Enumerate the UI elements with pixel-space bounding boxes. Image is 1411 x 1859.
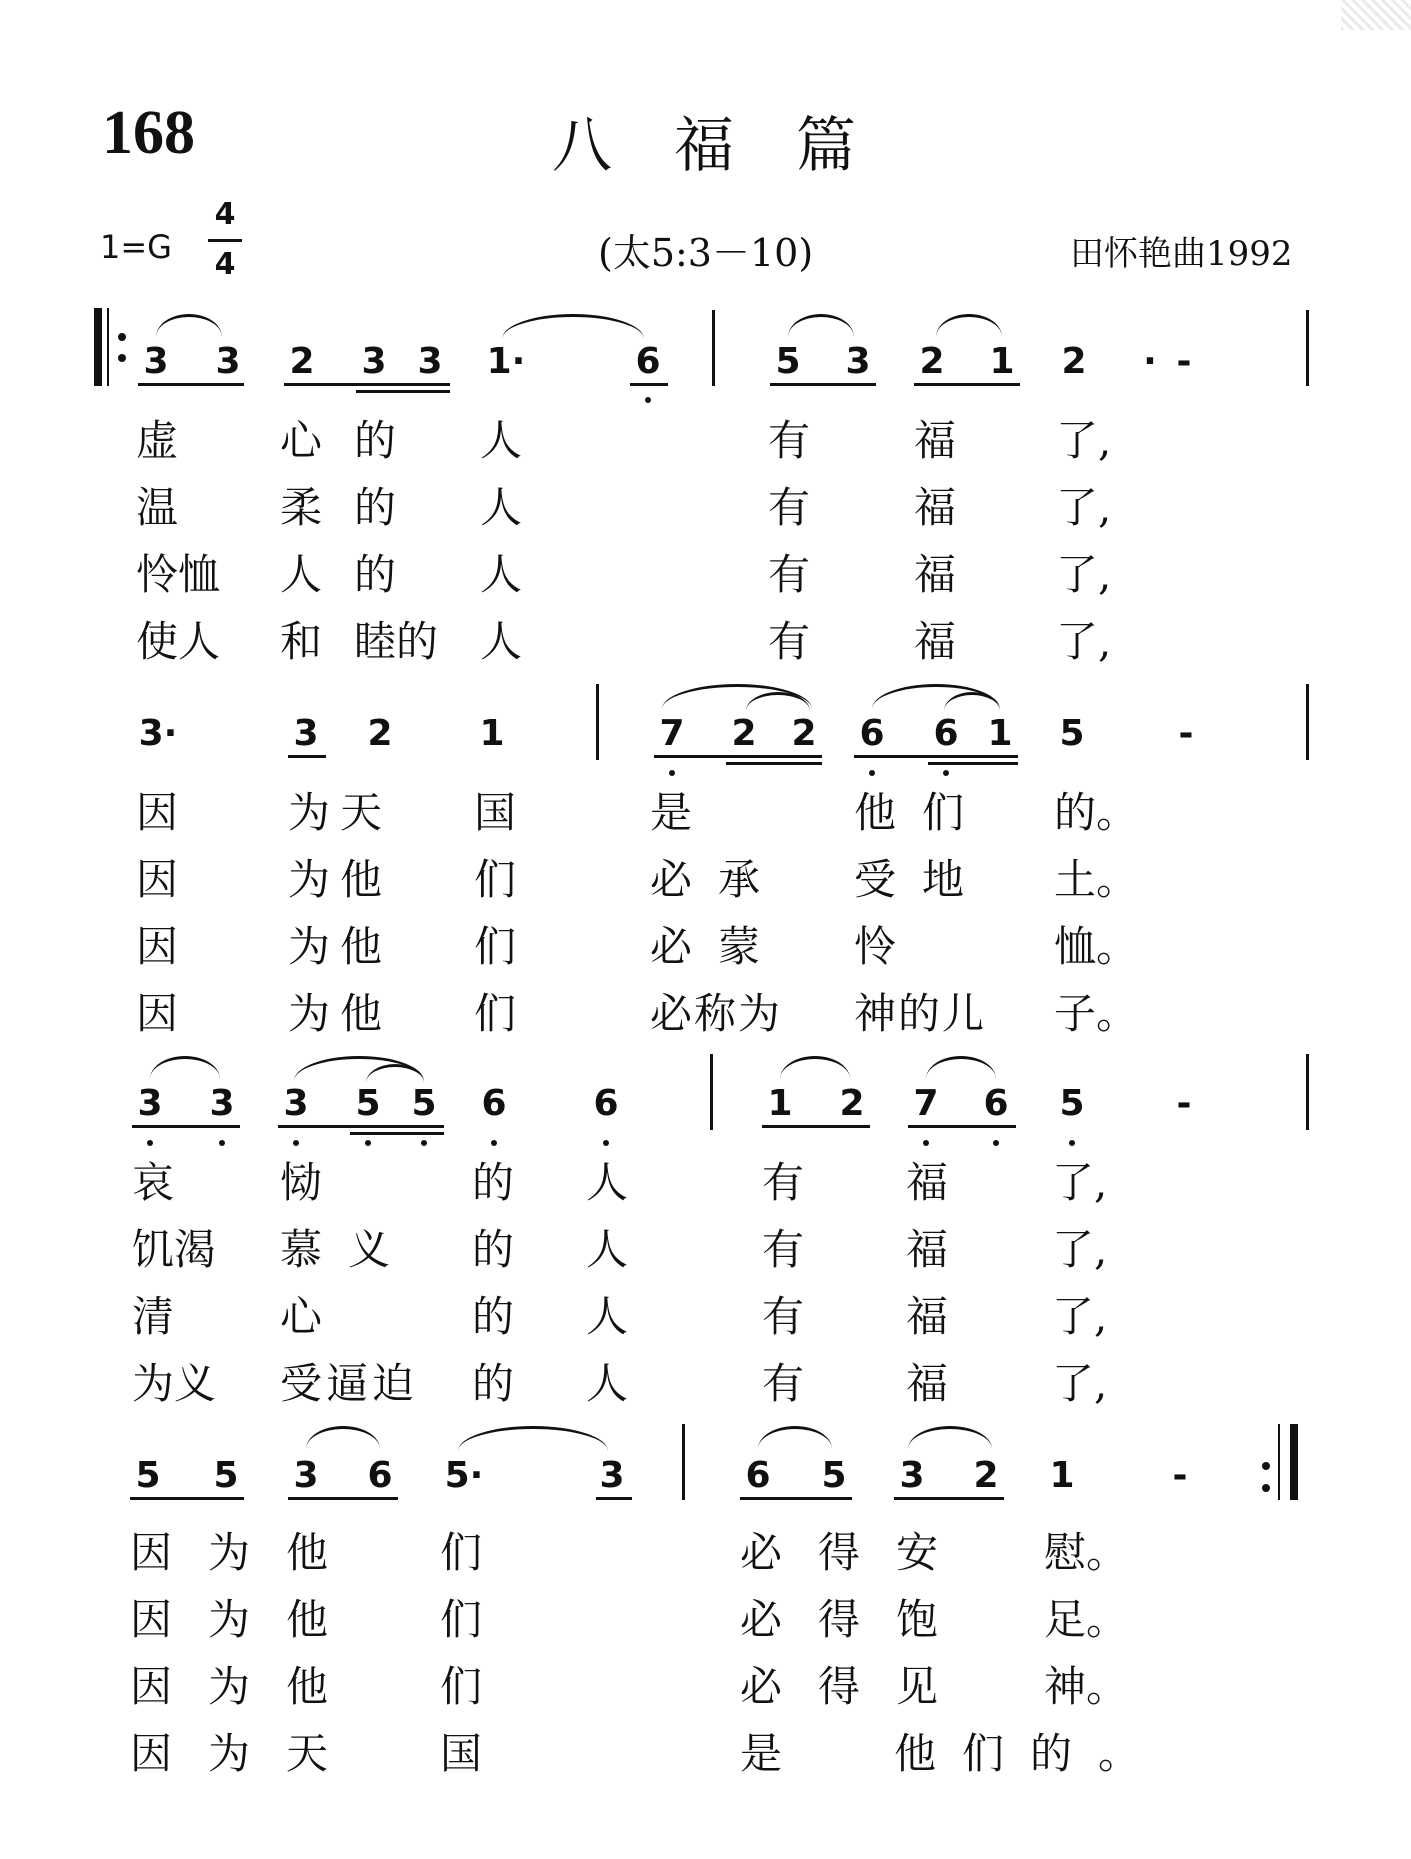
beam — [288, 1497, 398, 1500]
low-octave-dot — [943, 770, 949, 776]
note: 6 — [367, 1455, 393, 1496]
lyric: 为他 — [288, 922, 393, 971]
note: 6 — [745, 1455, 771, 1496]
slur — [150, 1056, 220, 1079]
beam — [762, 1125, 870, 1128]
lyric: 人 — [480, 416, 523, 465]
lyric: 有 — [768, 617, 811, 666]
note: 3· — [138, 713, 178, 754]
lyric: 必得饱 — [740, 1595, 975, 1644]
beam — [284, 383, 450, 386]
lyric: 恸 — [280, 1158, 323, 1207]
lyric: 必蒙 — [650, 922, 787, 971]
lyric: 了, — [1056, 416, 1112, 465]
lyric: 必称为 — [650, 989, 783, 1038]
lyric: 福 — [914, 483, 957, 532]
beam — [138, 383, 244, 386]
lyric: 了, — [1052, 1225, 1108, 1274]
slur — [788, 314, 854, 337]
lyric: 的 — [472, 1158, 515, 1207]
lyric: 为天 — [288, 788, 393, 837]
lyric: 的 — [354, 483, 397, 532]
lyric: 怜 — [854, 922, 897, 971]
note: 2 — [731, 713, 757, 754]
lyric: 的 — [354, 416, 397, 465]
beam — [596, 1497, 632, 1500]
lyric: 有 — [762, 1359, 805, 1408]
note: 3 — [293, 1455, 319, 1496]
note: 2 — [919, 341, 945, 382]
lyric: 人 — [586, 1292, 629, 1341]
lyric: 福 — [906, 1292, 949, 1341]
beam — [914, 383, 1020, 386]
lyric: 的 — [472, 1292, 515, 1341]
note: 5 — [821, 1455, 847, 1496]
note: 5 — [355, 1083, 381, 1124]
lyric: 人 — [480, 550, 523, 599]
beam — [654, 755, 822, 758]
repeat-end-thick — [1290, 1424, 1298, 1500]
slur — [502, 314, 644, 339]
barline — [682, 1424, 685, 1500]
lyric: 有 — [768, 483, 811, 532]
lyric: 必得见 — [740, 1662, 975, 1711]
note: 3 — [283, 1083, 309, 1124]
low-octave-dot — [421, 1140, 427, 1146]
lyric: 人 — [480, 483, 523, 532]
note: 2 — [1061, 341, 1087, 382]
lyric: 必得安 — [740, 1528, 975, 1577]
lyric: 人 — [586, 1359, 629, 1408]
lyric: 了, — [1052, 1359, 1108, 1408]
repeat-end-thin — [1278, 1424, 1280, 1500]
beam — [928, 762, 1018, 765]
note: 7 — [913, 1083, 939, 1124]
note: 5· — [444, 1455, 484, 1496]
low-octave-dot — [869, 770, 875, 776]
lyric: 们 — [474, 855, 517, 904]
note: 2 — [973, 1455, 999, 1496]
barline — [596, 684, 599, 760]
note: 6 — [933, 713, 959, 754]
note: 3 — [899, 1455, 925, 1496]
beam — [350, 1132, 444, 1135]
low-octave-dot — [365, 1140, 371, 1146]
note: 6 — [593, 1083, 619, 1124]
note: 5 — [1059, 713, 1085, 754]
time-signature-top: 4 — [214, 197, 236, 232]
beam — [854, 755, 1018, 758]
repeat-dot — [118, 354, 126, 362]
note: 3 — [417, 341, 443, 382]
note: 3 — [143, 341, 169, 382]
low-octave-dot — [293, 1140, 299, 1146]
key-signature: 1=G — [100, 228, 172, 266]
note: 3 — [209, 1083, 235, 1124]
lyric: 有 — [762, 1225, 805, 1274]
lyric: 福 — [906, 1225, 949, 1274]
repeat-dot — [1262, 1484, 1270, 1492]
lyric: 睦的 — [354, 617, 439, 666]
beam — [278, 1125, 444, 1128]
note: 5 — [1059, 1083, 1085, 1124]
lyric: 因为他 — [130, 1528, 365, 1577]
low-octave-dot — [1069, 1140, 1075, 1146]
lyric: 恤。 — [1054, 922, 1139, 971]
lyric: 心 — [280, 1292, 323, 1341]
note: 3 — [215, 341, 241, 382]
low-octave-dot — [669, 770, 675, 776]
lyric: 人 — [586, 1225, 629, 1274]
lyric: 因 — [136, 989, 179, 1038]
hymn-title: 八福篇 — [552, 111, 918, 181]
lyric: 人 — [280, 550, 323, 599]
lyric: 子。 — [1054, 989, 1139, 1038]
low-octave-dot — [645, 397, 651, 403]
note: 5 — [775, 341, 801, 382]
slur — [908, 1426, 992, 1449]
note: 6 — [635, 341, 661, 382]
slur — [458, 1426, 608, 1451]
time-signature-bottom: 4 — [214, 247, 236, 282]
barline — [712, 310, 715, 386]
lyric: 了, — [1052, 1158, 1108, 1207]
lyric: 虚 — [136, 416, 179, 465]
lyric: 柔 — [280, 483, 323, 532]
note: 5 — [411, 1083, 437, 1124]
lyric: 们 — [474, 922, 517, 971]
lyric: 饥渴 — [132, 1225, 217, 1274]
lyric: 为义 — [132, 1359, 217, 1408]
lyric: 人 — [586, 1158, 629, 1207]
dash: - — [1172, 1455, 1188, 1496]
beam — [630, 383, 668, 386]
time-signature-bar — [208, 239, 242, 242]
note: 1· — [486, 341, 526, 382]
low-octave-dot — [219, 1140, 225, 1146]
lyric: 了, — [1052, 1292, 1108, 1341]
barline — [1306, 684, 1309, 760]
lyric: 们 — [474, 989, 517, 1038]
note: 7 — [659, 713, 685, 754]
lyric: 清 — [132, 1292, 175, 1341]
dash: - — [1178, 713, 1194, 754]
note: 6 — [859, 713, 885, 754]
lyric: 有 — [762, 1292, 805, 1341]
beam — [894, 1497, 1004, 1500]
note: 5 — [213, 1455, 239, 1496]
composer: 田怀艳曲1992 — [1070, 234, 1293, 274]
lyric: 为他 — [288, 855, 393, 904]
beam — [726, 762, 822, 765]
note: 3 — [845, 341, 871, 382]
note: 3 — [293, 713, 319, 754]
lyric: 怜恤 — [136, 550, 221, 599]
beam — [130, 1497, 244, 1500]
lyric: 们 — [440, 1528, 483, 1577]
lyric: 心 — [280, 416, 323, 465]
slur — [926, 1056, 996, 1079]
lyric: 了, — [1056, 550, 1112, 599]
lyric: 因 — [136, 855, 179, 904]
beam — [356, 390, 450, 393]
hymn-number: 168 — [102, 99, 195, 167]
note: 1 — [989, 341, 1015, 382]
beam — [770, 383, 876, 386]
low-octave-dot — [147, 1140, 153, 1146]
note: 2 — [289, 341, 315, 382]
dash: - — [1176, 341, 1192, 382]
lyric: 是 — [650, 788, 693, 837]
lyric: 他们 — [854, 788, 991, 837]
repeat-dot — [118, 333, 126, 341]
lyric: 有 — [768, 550, 811, 599]
lyric: 是 — [740, 1729, 783, 1778]
low-octave-dot — [923, 1140, 929, 1146]
note: 2 — [367, 713, 393, 754]
note: 5 — [135, 1455, 161, 1496]
lyric: 慕义 — [280, 1225, 417, 1274]
lyric: 因为他 — [130, 1595, 365, 1644]
scan-artifact — [1341, 0, 1411, 30]
time-signature — [208, 197, 242, 282]
slur — [780, 1056, 850, 1079]
lyric: 福 — [906, 1158, 949, 1207]
note: 1 — [987, 713, 1013, 754]
repeat-dot — [1262, 1462, 1270, 1470]
lyric: 因为他 — [130, 1662, 365, 1711]
slur — [936, 314, 1002, 337]
low-octave-dot — [603, 1140, 609, 1146]
lyric: 人 — [480, 617, 523, 666]
lyric: 的 — [354, 550, 397, 599]
low-octave-dot — [491, 1140, 497, 1146]
lyric: 国 — [474, 788, 517, 837]
note: 6 — [481, 1083, 507, 1124]
lyric: 福 — [914, 416, 957, 465]
lyric: 为他 — [288, 989, 393, 1038]
lyric: 福 — [914, 617, 957, 666]
lyric: 神的儿 — [854, 989, 987, 1038]
note: 6 — [983, 1083, 1009, 1124]
beam — [132, 1125, 240, 1128]
lyric: 他们的。 — [894, 1729, 1167, 1778]
lyric: 的 — [472, 1359, 515, 1408]
rest-dot: · — [1143, 341, 1157, 382]
low-octave-dot — [993, 1140, 999, 1146]
lyric: 有 — [762, 1158, 805, 1207]
beam — [740, 1497, 852, 1500]
lyric: 必承 — [650, 855, 787, 904]
lyric: 哀 — [132, 1158, 175, 1207]
note: 3 — [361, 341, 387, 382]
repeat-start-thick — [94, 308, 102, 386]
note: 3 — [137, 1083, 163, 1124]
note: 1 — [479, 713, 505, 754]
lyric: 了, — [1056, 483, 1112, 532]
note: 3 — [599, 1455, 625, 1496]
scripture-reference: (太5:3－10) — [598, 231, 814, 275]
lyric: 们 — [440, 1662, 483, 1711]
lyric: 慰。 — [1044, 1528, 1129, 1577]
lyric: 福 — [906, 1359, 949, 1408]
lyric: 使人 — [136, 617, 221, 666]
lyric: 受逼迫 — [280, 1359, 419, 1408]
lyric: 土。 — [1054, 855, 1139, 904]
slur — [758, 1426, 832, 1449]
lyric: 有 — [768, 416, 811, 465]
note: 1 — [767, 1083, 793, 1124]
slur — [306, 1426, 380, 1449]
barline — [1306, 310, 1309, 386]
lyric: 因 — [136, 788, 179, 837]
dash: - — [1176, 1083, 1192, 1124]
barline — [1306, 1054, 1309, 1130]
lyric: 福 — [914, 550, 957, 599]
lyric: 的 — [472, 1225, 515, 1274]
lyric: 受地 — [854, 855, 991, 904]
note: 1 — [1049, 1455, 1075, 1496]
lyric: 足。 — [1044, 1595, 1129, 1644]
lyric: 和 — [280, 617, 323, 666]
lyric: 因为天 — [130, 1729, 365, 1778]
barline — [710, 1054, 713, 1130]
beam — [908, 1125, 1016, 1128]
lyric: 神。 — [1044, 1662, 1129, 1711]
lyric: 因 — [136, 922, 179, 971]
lyric: 温 — [136, 483, 179, 532]
slur — [156, 314, 222, 337]
lyric: 们 — [440, 1595, 483, 1644]
note: 2 — [791, 713, 817, 754]
beam — [288, 755, 326, 758]
note: 2 — [839, 1083, 865, 1124]
lyric: 了, — [1056, 617, 1112, 666]
lyric: 的。 — [1054, 788, 1139, 837]
lyric: 国 — [440, 1729, 483, 1778]
repeat-start-thin — [107, 308, 109, 386]
